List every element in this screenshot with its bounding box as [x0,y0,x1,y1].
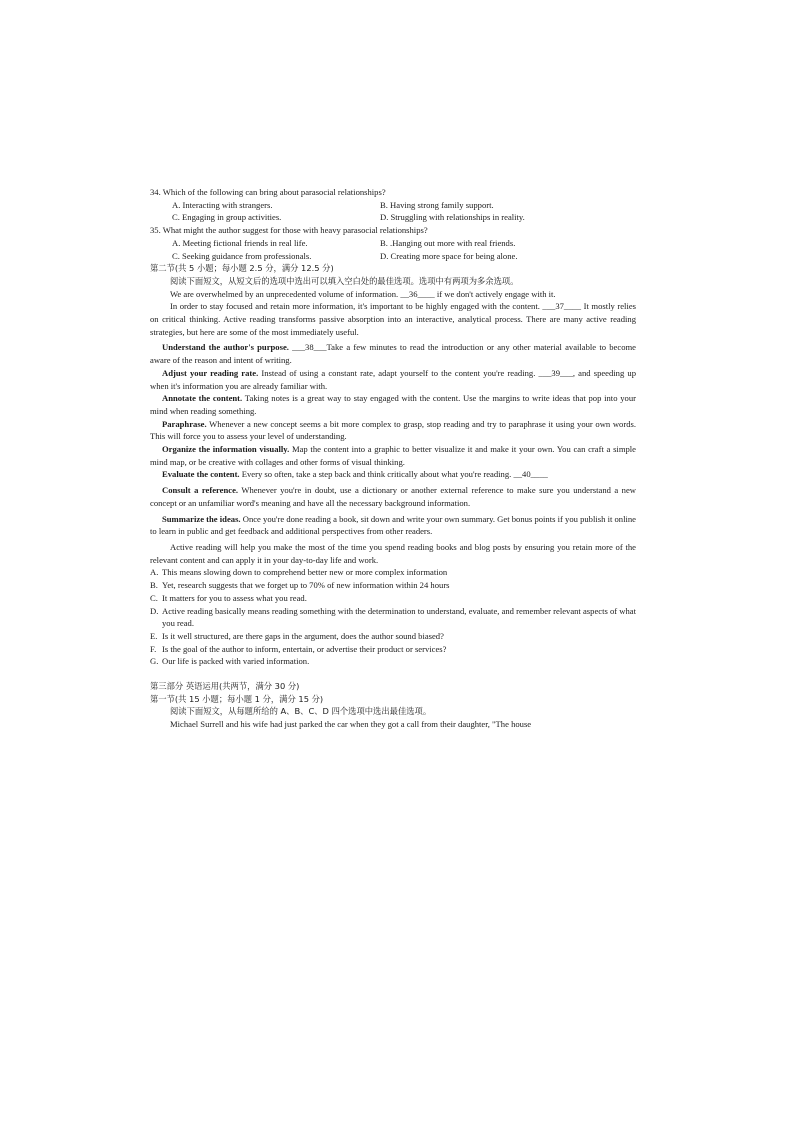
tip-title: Consult a reference. [162,485,239,496]
intro-paragraph-2: In order to stay focused and retain more information, it's important to be highly engaged with the content. ___37____ It mostly relies on critical thinking. Active reading transforms passive absorption into an interactive, analytical process. There are many active reading strategies, but here are some of the most immediately useful. [150,301,636,337]
tip-title: Annotate the content. [162,393,243,404]
option-d: D. Struggling with relationships in reality. [380,212,525,223]
option-b: B. Having strong family support. [380,199,494,210]
blank-36: __36____ [400,288,435,299]
blank-37: ___37____ [542,301,582,312]
choice-e: E. Is it well structured, are there gaps in the argument, does the author sound biased? [150,630,444,641]
question-stem: Which of the following can bring about parasocial relationships? [162,187,386,197]
choice-b: B. Yet, research suggests that we forget up to 70% of new information within 24 hours [150,580,450,591]
section2-instruction: 阅读下面短文，从短文后的选项中选出可以填入空白处的最佳选项。选项中有两项为多余选项。 [170,275,519,286]
options-row [150,211,636,224]
tip-paragraph: Paraphrase. Whenever a new concept seems a bit more complex to grasp, stop reading and try to paraphrase it using your own words. This will force you to assess your level of understanding. [150,418,636,442]
intro-paragraph-1: We are overwhelmed by an unprecedented volume of information. __36____ if we don't actively engage with it. [170,288,556,299]
part3-section1-heading: 第一节(共 15 小题；每小题 1 分，满分 15 分) [150,693,324,704]
option-c: C. Engaging in group activities. [172,212,282,223]
tip-paragraph: Adjust your reading rate. Instead of using a constant rate, adapt yourself to the content you're reading. ___39___, and speeding up when it's information you are already familiar with. [150,367,636,391]
option-d: D. Creating more space for being alone. [380,250,518,261]
tip-title: Paraphrase. [162,418,207,429]
tip-paragraph: Annotate the content. Taking notes is a great way to stay engaged with the content. Use the margins to write ideas that pop into your mind when reading something. [150,393,636,416]
choice-c: C. It matters for you to assess what you read. [150,592,307,603]
option-c: C. Seeking guidance from professionals. [172,250,312,261]
options-row [150,250,636,263]
tip-paragraph: Understand the author's purpose. ___38___Take a few minutes to read the introduction or any other material available to become aware of the reason and intent of writing. [150,342,636,366]
part3-heading: 第三部分 英语运用(共两节，满分 30 分) [150,681,300,692]
question-stem: What might the author suggest for those with heavy parasocial relationships? [162,225,428,236]
option-a: A. Meeting fictional friends in real life. [172,237,308,248]
question-number: 34. [150,187,161,197]
tip-title: Evaluate the content. [162,469,240,480]
choice-a: A. This means slowing down to comprehend better new or more complex information [150,567,448,578]
tip-title: Summarize the ideas. [162,513,241,524]
choice-f: F. Is the goal of the author to inform, entertain, or advertise their product or services? [150,643,447,654]
option-a: A. Interacting with strangers. [172,199,273,210]
exam-page [150,186,636,731]
tip-title: Organize the information visually. [162,444,290,455]
passage-start: Michael Surrell and his wife had just parked the car when they got a call from their daughter, "The house [170,719,532,730]
tip-paragraph: Organize the information visually. Map the content into a graphic to better visualize it and make it your own. You can craft a simple mind map, or be creative with collages and other forms of visual thinking. [150,444,636,467]
part3-instruction: 阅读下面短文，从每题所给的 A、B、C、D 四个选项中选出最佳选项。 [170,706,432,717]
option-b: B. .Hanging out more with real friends. [380,237,516,248]
blank-40: __40____ [513,469,548,480]
question-number: 35. [150,225,161,236]
conclusion-paragraph: Active reading will help you make the most of the time you spend reading books and blog posts by ensuring you retain more of the relevant content and can apply it in your day-to-day life and work. [150,541,636,565]
question-35 [150,224,636,237]
choice-g: G. Our life is packed with varied information. [150,656,310,667]
tip-paragraph: Summarize the ideas. Once you're done reading a book, sit down and write your own summary. Get bonus points if you publish it online to learn in public and get feedback and additional perspectives from other readers. [150,513,636,537]
tip-paragraph: Evaluate the content. Every so often, take a step back and think critically about what you're reading. __40____ [162,469,548,480]
choice-d: D. Active reading basically means reading something with the determination to understand, evaluate, and remember relevant aspects of what you read. [150,605,636,629]
section2-heading: 第二节(共 5 小题；每小题 2.5 分，满分 12.5 分) [150,263,334,274]
options-row [150,199,636,212]
blank-38: ___38___ [292,342,327,353]
question-34 [150,186,636,199]
tip-title: Understand the author's purpose. [162,342,289,353]
blank-39: ___39___ [538,367,573,378]
tip-title: Adjust your reading rate. [162,367,259,378]
options-row [150,237,636,250]
tip-paragraph: Consult a reference. Whenever you're in doubt, use a dictionary or another external reference to make sure you understand a new concept or an unfamiliar word's meaning and have all the necessary background information. [150,485,636,508]
